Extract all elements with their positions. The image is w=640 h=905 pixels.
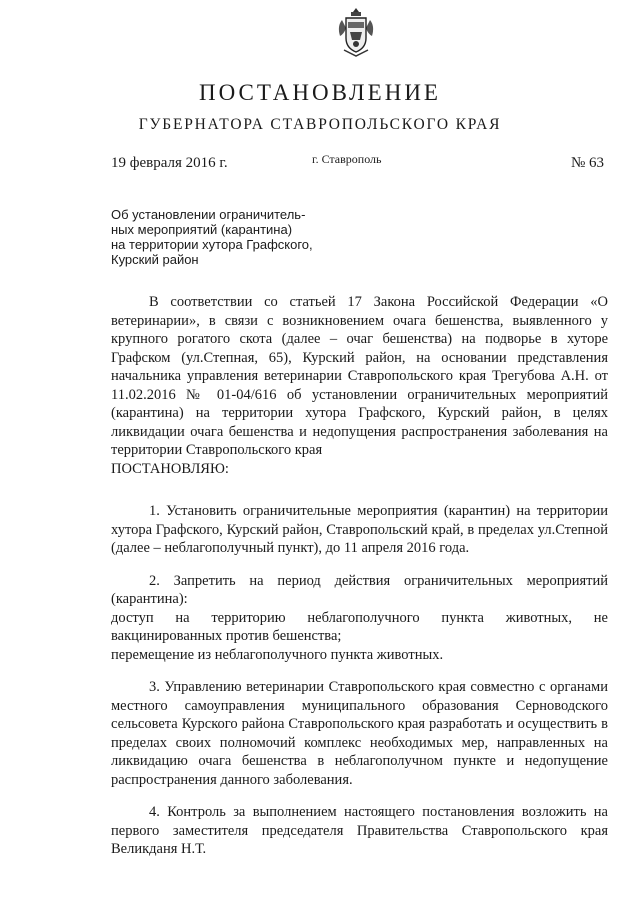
document-type-title: ПОСТАНОВЛЕНИЕ [199,80,441,105]
issuer-title: ГУБЕРНАТОРА СТАВРОПОЛЬСКОГО КРАЯ [138,116,502,133]
item-1-paragraph: 1. Установить ограничительные мероприятия (карантин) на территории хутора Графского, Курский район, Ставропольский край, в пределах ул.Степной (далее – неблагополучный пункт), до 11 апреля 2016 года. [111,503,608,556]
decree-word: ПОСТАНОВЛЯЮ: [111,460,229,477]
preamble-paragraph: В соответствии со статьей 17 Закона Российской Федерации «О ветеринарии», в связи с возникновением очага бешенства, выявленного у крупного рогатого скота (далее – очаг бешенства) на подворье в хуторе Графском (ул.Степная, 65), Курский район, на основании представления начальника управления ветеринарии Ставропольского края Трегубова А.Н. от 11.02.2016 № 01-04/616 об установлении ограничительных мероприятий (карантина) на территории хутора Графского, Курский район, в целях ликвидации очага бешенства и недопущения распространения заболевания на территории Ставропольского края [111,294,608,458]
coat-of-arms-icon [336,6,376,58]
subject-line: на территории хутора Графского, [111,237,313,252]
document-subject [111,207,351,267]
document-city: г. Ставрополь [312,152,382,166]
subject-line: Курский район [111,252,199,267]
document-number: № 63 [571,155,605,171]
item-3-paragraph: 3. Управлению ветеринарии Ставропольского края совместно с органами местного самоуправления муниципального образования Серноводского сельсовета Курского района Ставропольского края разработать и осуществить в пределах своих полномочий комплекс необходимых мер, направленных на ликвидацию очага бешенства в неблагополучном пункте и недопущение распространения данного заболевания. [111,679,608,788]
subject-line: Об установлении ограничитель- [111,207,306,222]
item-2-paragraph: 2. Запретить на период действия ограничительных мероприятий (карантина): [111,572,608,607]
item-2-sub-1: доступ на территорию неблагополучного пункта животных, не вакцинированных против бешенства; [111,609,608,644]
document-date: 19 февраля 2016 г. [111,155,228,171]
item-4-paragraph: 4. Контроль за выполнением настоящего постановления возложить на первого заместителя председателя Правительства Ставропольского края Великданя Н.Т. [111,804,608,857]
subject-line: ных мероприятий (карантина) [111,222,293,237]
document-body [111,293,608,859]
item-2-sub-2: перемещение из неблагополучного пункта животных. [111,646,444,663]
